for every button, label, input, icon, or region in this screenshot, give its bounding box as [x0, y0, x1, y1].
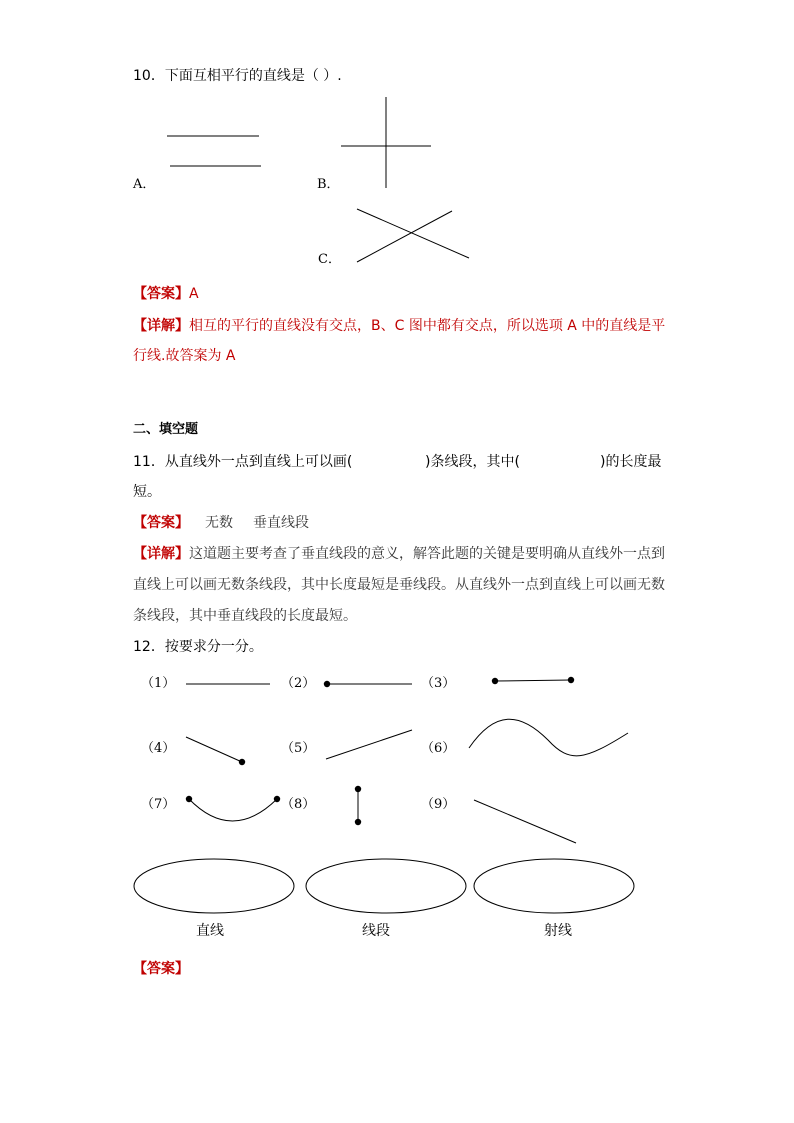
category-ellipse-segment [306, 859, 466, 913]
answer-value: A [189, 286, 199, 302]
answer-tag: 【答案】 [133, 286, 189, 302]
figure-3-endpoint-right [568, 677, 574, 683]
figure-label-5: （5） [281, 741, 316, 756]
q11-line2: 短。 [133, 484, 161, 500]
category-label-line: 直线 [196, 923, 224, 939]
q10-detail-line2: 行线.故答案为 A [133, 348, 236, 364]
figure-4-ray [186, 737, 242, 762]
figure-4-endpoint [239, 759, 245, 765]
category-label-segment: 线段 [362, 923, 390, 939]
figure-3-segment [495, 680, 571, 681]
figure-9-line [474, 800, 576, 843]
figure-label-6: （6） [421, 741, 456, 756]
category-ellipse-line [134, 859, 294, 913]
figure-8-endpoint-bottom [355, 819, 361, 825]
detail-tag: 【详解】 [133, 318, 189, 334]
figure-7-endpoint-right [274, 796, 280, 802]
option-c-label: C． [318, 252, 341, 267]
q12-question: 12．按要求分一分。 [133, 639, 263, 655]
figure-label-9: （9） [421, 797, 456, 812]
answer-tag: 【答案】 [133, 515, 189, 531]
figure-label-1: （1） [141, 676, 176, 691]
category-label-ray: 射线 [544, 923, 572, 939]
q11-line1-c: )的长度最 [600, 454, 662, 470]
answer-value-1: 无数 [205, 515, 233, 531]
figure-5-line [326, 730, 412, 759]
detail-tag: 【详解】 [133, 546, 189, 562]
figure-7-endpoint-left [186, 796, 192, 802]
figure-label-4: （4） [141, 741, 176, 756]
option-a-label: A． [133, 177, 156, 192]
figure-2-endpoint [324, 681, 330, 687]
figure-label-3: （3） [421, 676, 456, 691]
answer-value-2: 垂直线段 [253, 515, 309, 531]
q11-detail-line2: 直线上可以画无数条线段，其中长度最短是垂线段。从直线外一点到直线上可以画无数 [133, 577, 665, 593]
detail-text: 这道题主要考查了垂直线段的意义，解答此题的关键是要明确从直线外一点到 [189, 546, 665, 562]
figure-label-7: （7） [141, 797, 176, 812]
figure-6-curve [469, 719, 628, 756]
detail-text: 相互的平行的直线没有交点，B、C 图中都有交点，所以选项 A 中的直线是平 [189, 318, 666, 334]
figure-3-endpoint-left [492, 678, 498, 684]
figure-label-2: （2） [281, 676, 316, 691]
category-ellipse-ray [474, 859, 634, 913]
q12-answer-tag: 【答案】 [133, 961, 189, 977]
q11-detail-line3: 条线段，其中垂直线段的长度最短。 [133, 608, 357, 624]
figure-7-arc [189, 799, 277, 821]
q11-line1-a: 11．从直线外一点到直线上可以画( [133, 454, 353, 470]
figure-8-endpoint-top [355, 786, 361, 792]
section-title: 二、填空题 [133, 422, 199, 437]
q10-question: 10．下面互相平行的直线是（ ）. [133, 68, 342, 84]
figure-label-8: （8） [281, 797, 316, 812]
q11-line1-b: )条线段，其中( [425, 454, 520, 470]
option-b-label: B． [317, 177, 340, 192]
